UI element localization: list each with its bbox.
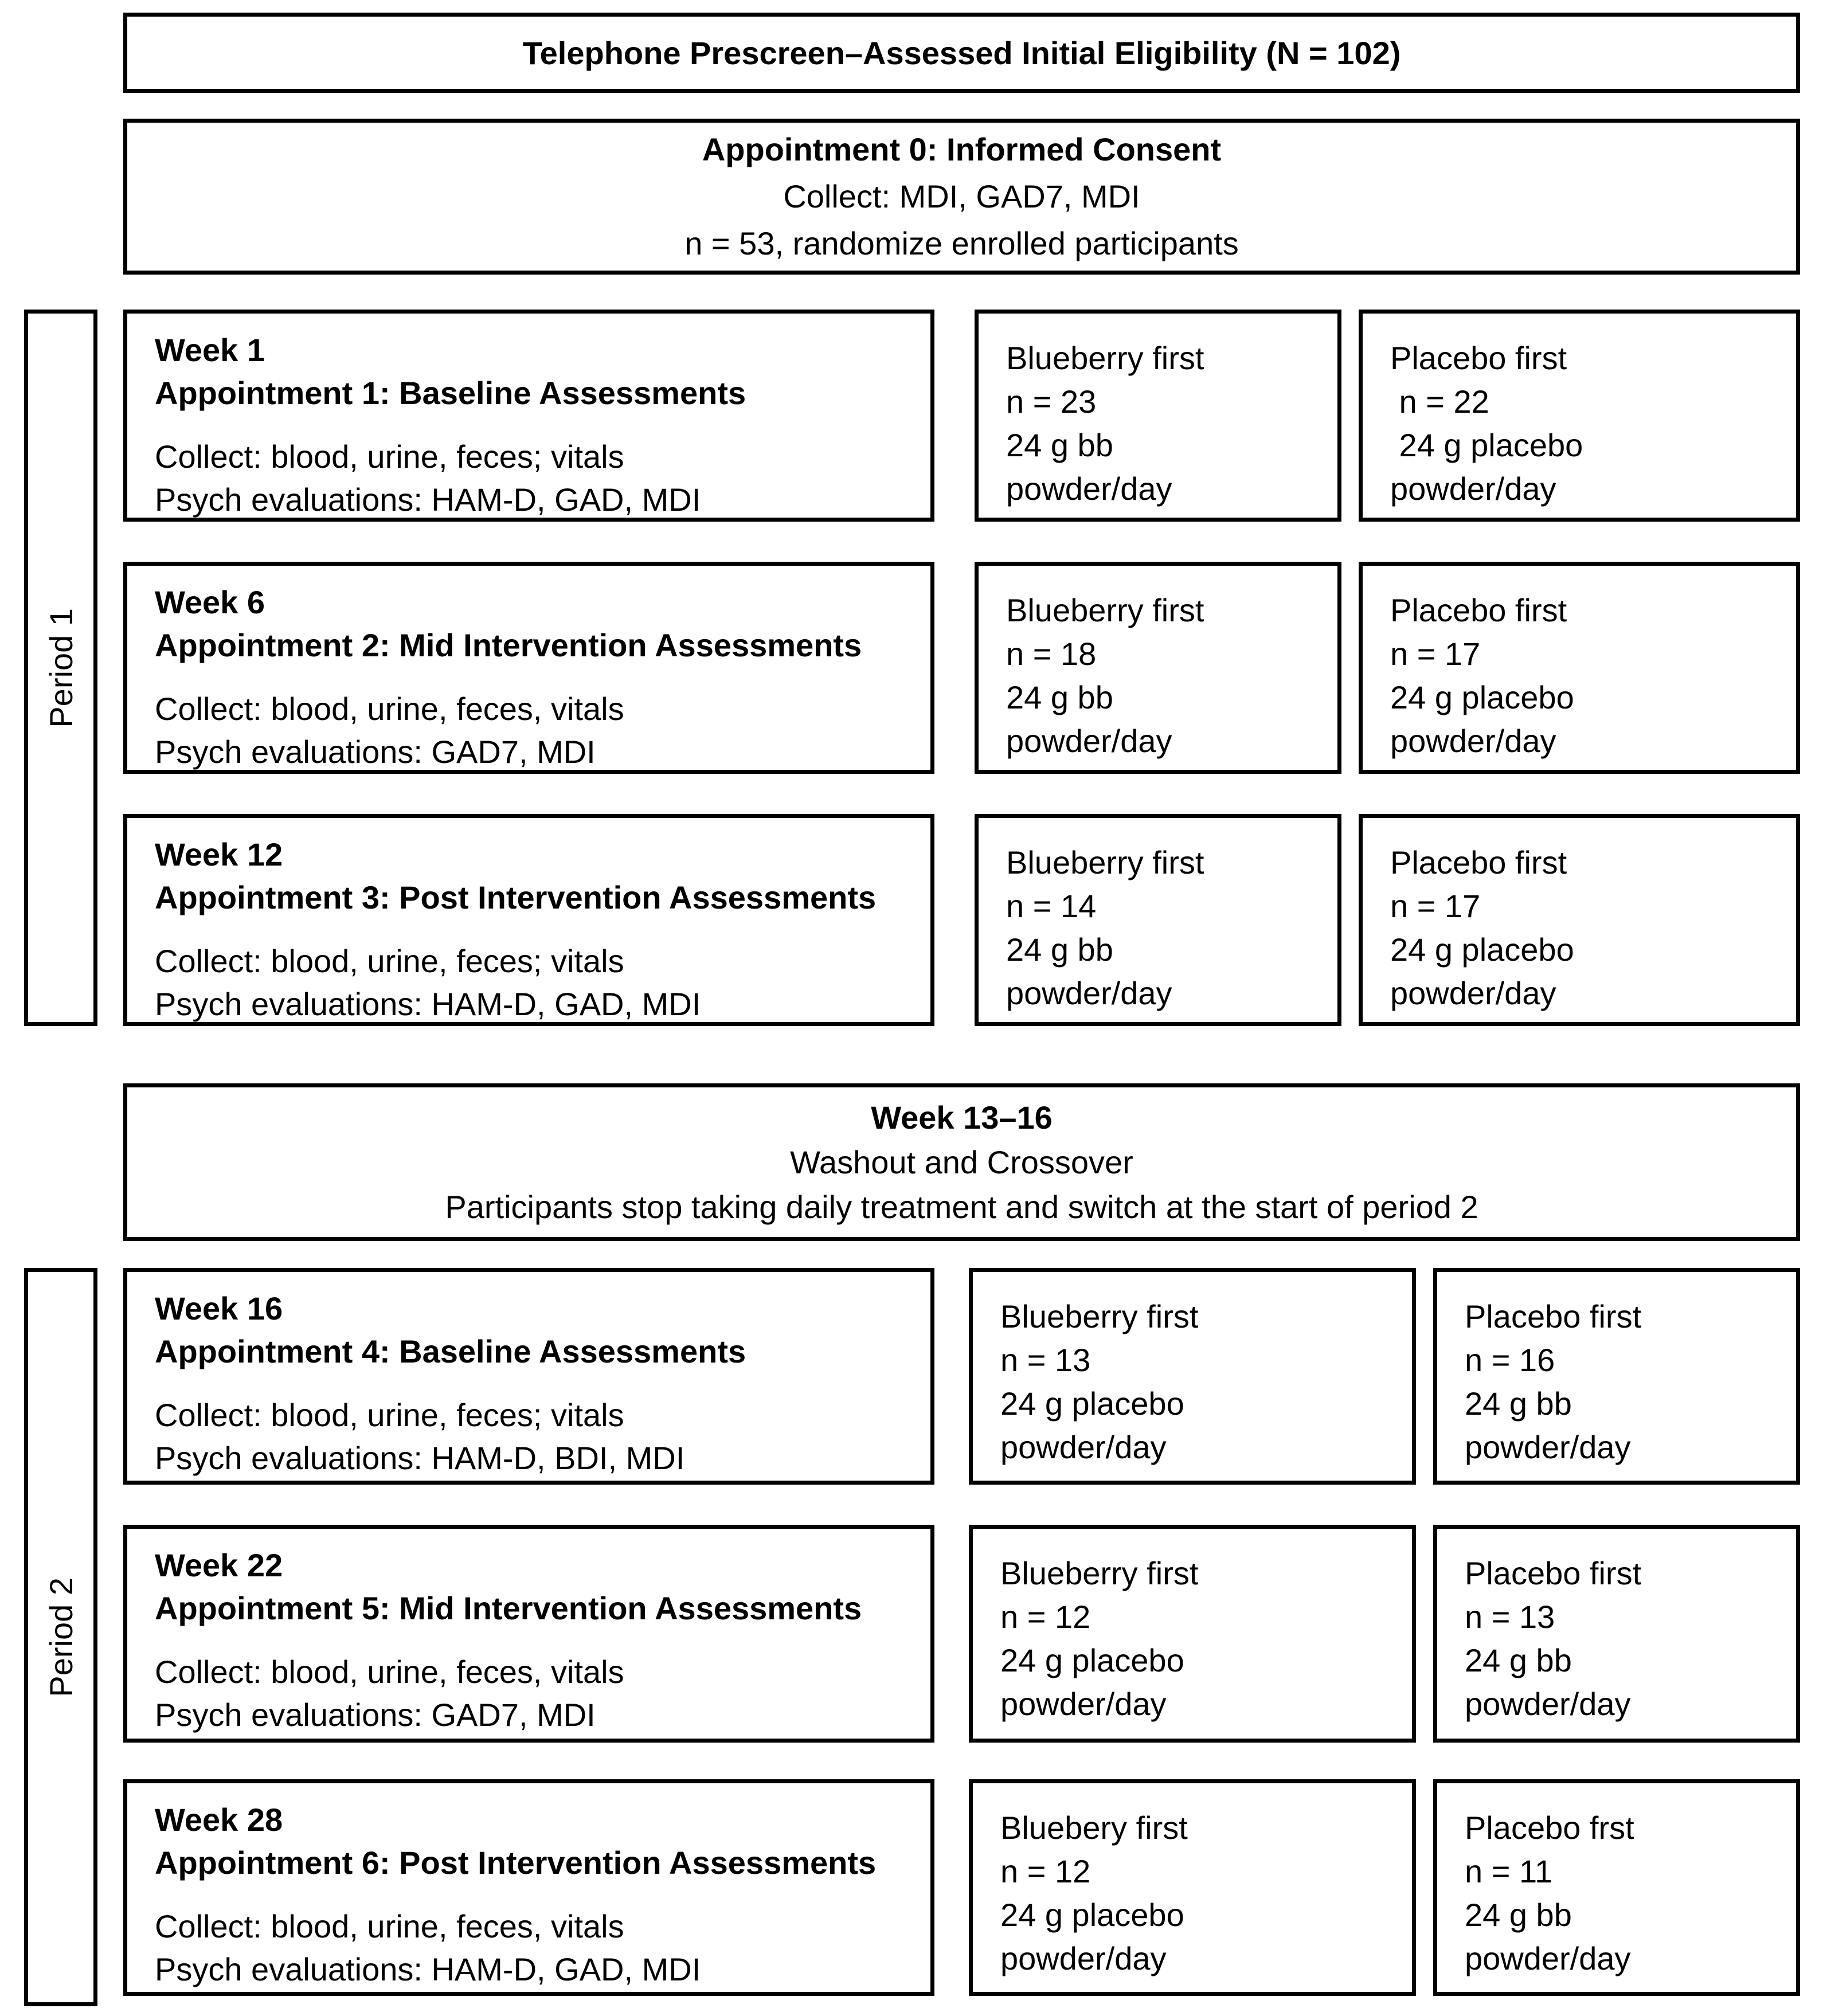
arm-name: Bluebery first — [1000, 1810, 1188, 1846]
arm-n: n = 14 — [1006, 888, 1097, 924]
arm-name: Placebo first — [1390, 592, 1567, 628]
arm-dose: 24 g placebo — [1390, 427, 1583, 463]
psych-line: Psych evaluations: HAM-D, BDI, MDI — [155, 1440, 685, 1476]
arm-dose-unit: powder/day — [1465, 1429, 1631, 1465]
collect-line: Collect: blood, urine, feces; vitals — [155, 1397, 624, 1433]
placebo-arm-box-week-22 — [1433, 1525, 1800, 1743]
arm-name: Placebo first — [1390, 340, 1567, 376]
arm-dose: 24 g placebo — [1000, 1897, 1184, 1933]
collect-line: Collect: blood, urine, feces; vitals — [155, 943, 624, 979]
week-28-appointment-box — [123, 1779, 934, 1996]
arm-dose: 24 g bb — [1465, 1897, 1572, 1933]
arm-dose: 24 g bb — [1465, 1642, 1572, 1678]
arm-dose-unit: powder/day — [1390, 975, 1556, 1011]
arm-dose-unit: powder/day — [1006, 975, 1172, 1011]
appointment-label: Appointment 1: Baseline Assessments — [155, 375, 746, 411]
psych-line: Psych evaluations: GAD7, MDI — [155, 1697, 596, 1733]
arm-dose-unit: powder/day — [1000, 1686, 1167, 1722]
arm-n: n = 12 — [1000, 1853, 1091, 1889]
blueberry-arm-box-week-12 — [975, 814, 1341, 1026]
washout-subtitle: Washout and Crossover — [790, 1144, 1133, 1180]
arm-dose: 24 g placebo — [1000, 1642, 1184, 1678]
arm-n: n = 12 — [1000, 1599, 1091, 1635]
arm-n: n = 23 — [1006, 383, 1097, 420]
arm-dose-unit: powder/day — [1465, 1940, 1631, 1976]
psych-line: Psych evaluations: HAM-D, GAD, MDI — [155, 1951, 701, 1987]
placebo-arm-box-week-28 — [1433, 1779, 1800, 1996]
washout-description: Participants stop taking daily treatment and switch at the start of period 2 — [445, 1188, 1478, 1225]
arm-dose: 24 g bb — [1006, 931, 1113, 968]
arm-dose-unit: powder/day — [1390, 723, 1556, 759]
prescreen-box — [123, 13, 1800, 93]
arm-dose-unit: powder/day — [1465, 1686, 1631, 1722]
collect-line: Collect: blood, urine, feces, vitals — [155, 1654, 624, 1690]
arm-n: n = 17 — [1390, 636, 1481, 672]
arm-name: Blueberry first — [1000, 1555, 1199, 1591]
collect-line: Collect: blood, urine, feces; vitals — [155, 439, 624, 475]
week-label: Week 16 — [155, 1290, 283, 1326]
appointment-label: Appointment 4: Baseline Assessments — [155, 1333, 746, 1369]
arm-dose: 24 g placebo — [1390, 679, 1574, 715]
placebo-arm-box-week-6 — [1359, 562, 1800, 774]
week-1-appointment-box — [123, 310, 934, 522]
arm-name: Blueberry first — [1006, 340, 1204, 376]
consent-collect: Collect: MDI, GAD7, MDI — [783, 178, 1140, 214]
placebo-arm-box-week-16 — [1433, 1268, 1800, 1485]
week-label: Week 1 — [155, 332, 265, 368]
period-1-label-box — [24, 310, 97, 1026]
arm-name: Blueberry first — [1000, 1298, 1199, 1334]
arm-name: Blueberry first — [1006, 844, 1204, 880]
arm-n: n = 13 — [1000, 1342, 1091, 1378]
blueberry-arm-box-week-28 — [969, 1779, 1416, 1996]
arm-dose-unit: powder/day — [1006, 471, 1172, 507]
week-16-appointment-box — [123, 1268, 934, 1485]
prescreen-title: Telephone Prescreen–Assessed Initial Eligibility (N = 102) — [522, 34, 1401, 71]
appointment-label: Appointment 3: Post Intervention Assessments — [155, 879, 877, 915]
arm-name: Placebo first — [1465, 1298, 1642, 1334]
arm-dose-unit: powder/day — [1000, 1940, 1167, 1976]
week-label: Week 6 — [155, 584, 265, 620]
consent-box — [123, 119, 1800, 275]
arm-dose: 24 g placebo — [1000, 1385, 1184, 1422]
consent-title: Appointment 0: Informed Consent — [702, 131, 1222, 167]
week-label: Week 28 — [155, 1802, 283, 1838]
week-12-appointment-box — [123, 814, 934, 1026]
blueberry-arm-box-week-16 — [969, 1268, 1416, 1485]
appointment-label: Appointment 6: Post Intervention Assessments — [155, 1845, 877, 1881]
appointment-label: Appointment 5: Mid Intervention Assessments — [155, 1590, 862, 1626]
arm-dose-unit: powder/day — [1000, 1429, 1167, 1465]
arm-name: Placebo first — [1390, 844, 1567, 880]
arm-n: n = 13 — [1465, 1599, 1555, 1635]
placebo-arm-box-week-12 — [1359, 814, 1800, 1026]
arm-n: n = 17 — [1390, 888, 1481, 924]
week-label: Week 22 — [155, 1547, 283, 1583]
arm-name: Blueberry first — [1006, 592, 1204, 628]
arm-n: n = 18 — [1006, 636, 1097, 672]
period-2-label-box — [24, 1268, 97, 2006]
arm-dose: 24 g bb — [1006, 679, 1113, 715]
arm-n: n = 16 — [1465, 1342, 1555, 1378]
psych-line: Psych evaluations: HAM-D, GAD, MDI — [155, 986, 701, 1022]
arm-dose: 24 g placebo — [1390, 931, 1574, 968]
collect-line: Collect: blood, urine, feces, vitals — [155, 691, 624, 727]
arm-n: n = 22 — [1390, 383, 1489, 420]
psych-line: Psych evaluations: HAM-D, GAD, MDI — [155, 482, 701, 518]
period-1-label: Period 1 — [42, 608, 79, 728]
blueberry-arm-box-week-22 — [969, 1525, 1416, 1743]
blueberry-arm-box-week-1 — [975, 310, 1341, 522]
period-2-label: Period 2 — [42, 1577, 79, 1697]
appointment-label: Appointment 2: Mid Intervention Assessments — [155, 627, 862, 663]
psych-line: Psych evaluations: GAD7, MDI — [155, 734, 596, 770]
arm-name: Placebo first — [1465, 1555, 1642, 1591]
week-22-appointment-box — [123, 1525, 934, 1743]
placebo-arm-box-week-1 — [1359, 310, 1800, 522]
consent-randomize: n = 53, randomize enrolled participants — [684, 225, 1239, 261]
arm-dose-unit: powder/day — [1390, 471, 1556, 507]
arm-name: Placebo frst — [1465, 1810, 1634, 1846]
arm-dose-unit: powder/day — [1006, 723, 1172, 759]
week-label: Week 12 — [155, 836, 283, 872]
washout-box — [123, 1083, 1800, 1241]
week-6-appointment-box — [123, 562, 934, 774]
blueberry-arm-box-week-6 — [975, 562, 1341, 774]
washout-title: Week 13–16 — [871, 1099, 1053, 1136]
arm-n: n = 11 — [1465, 1853, 1553, 1889]
arm-dose: 24 g bb — [1006, 427, 1113, 463]
arm-dose: 24 g bb — [1465, 1385, 1572, 1422]
collect-line: Collect: blood, urine, feces, vitals — [155, 1908, 624, 1944]
